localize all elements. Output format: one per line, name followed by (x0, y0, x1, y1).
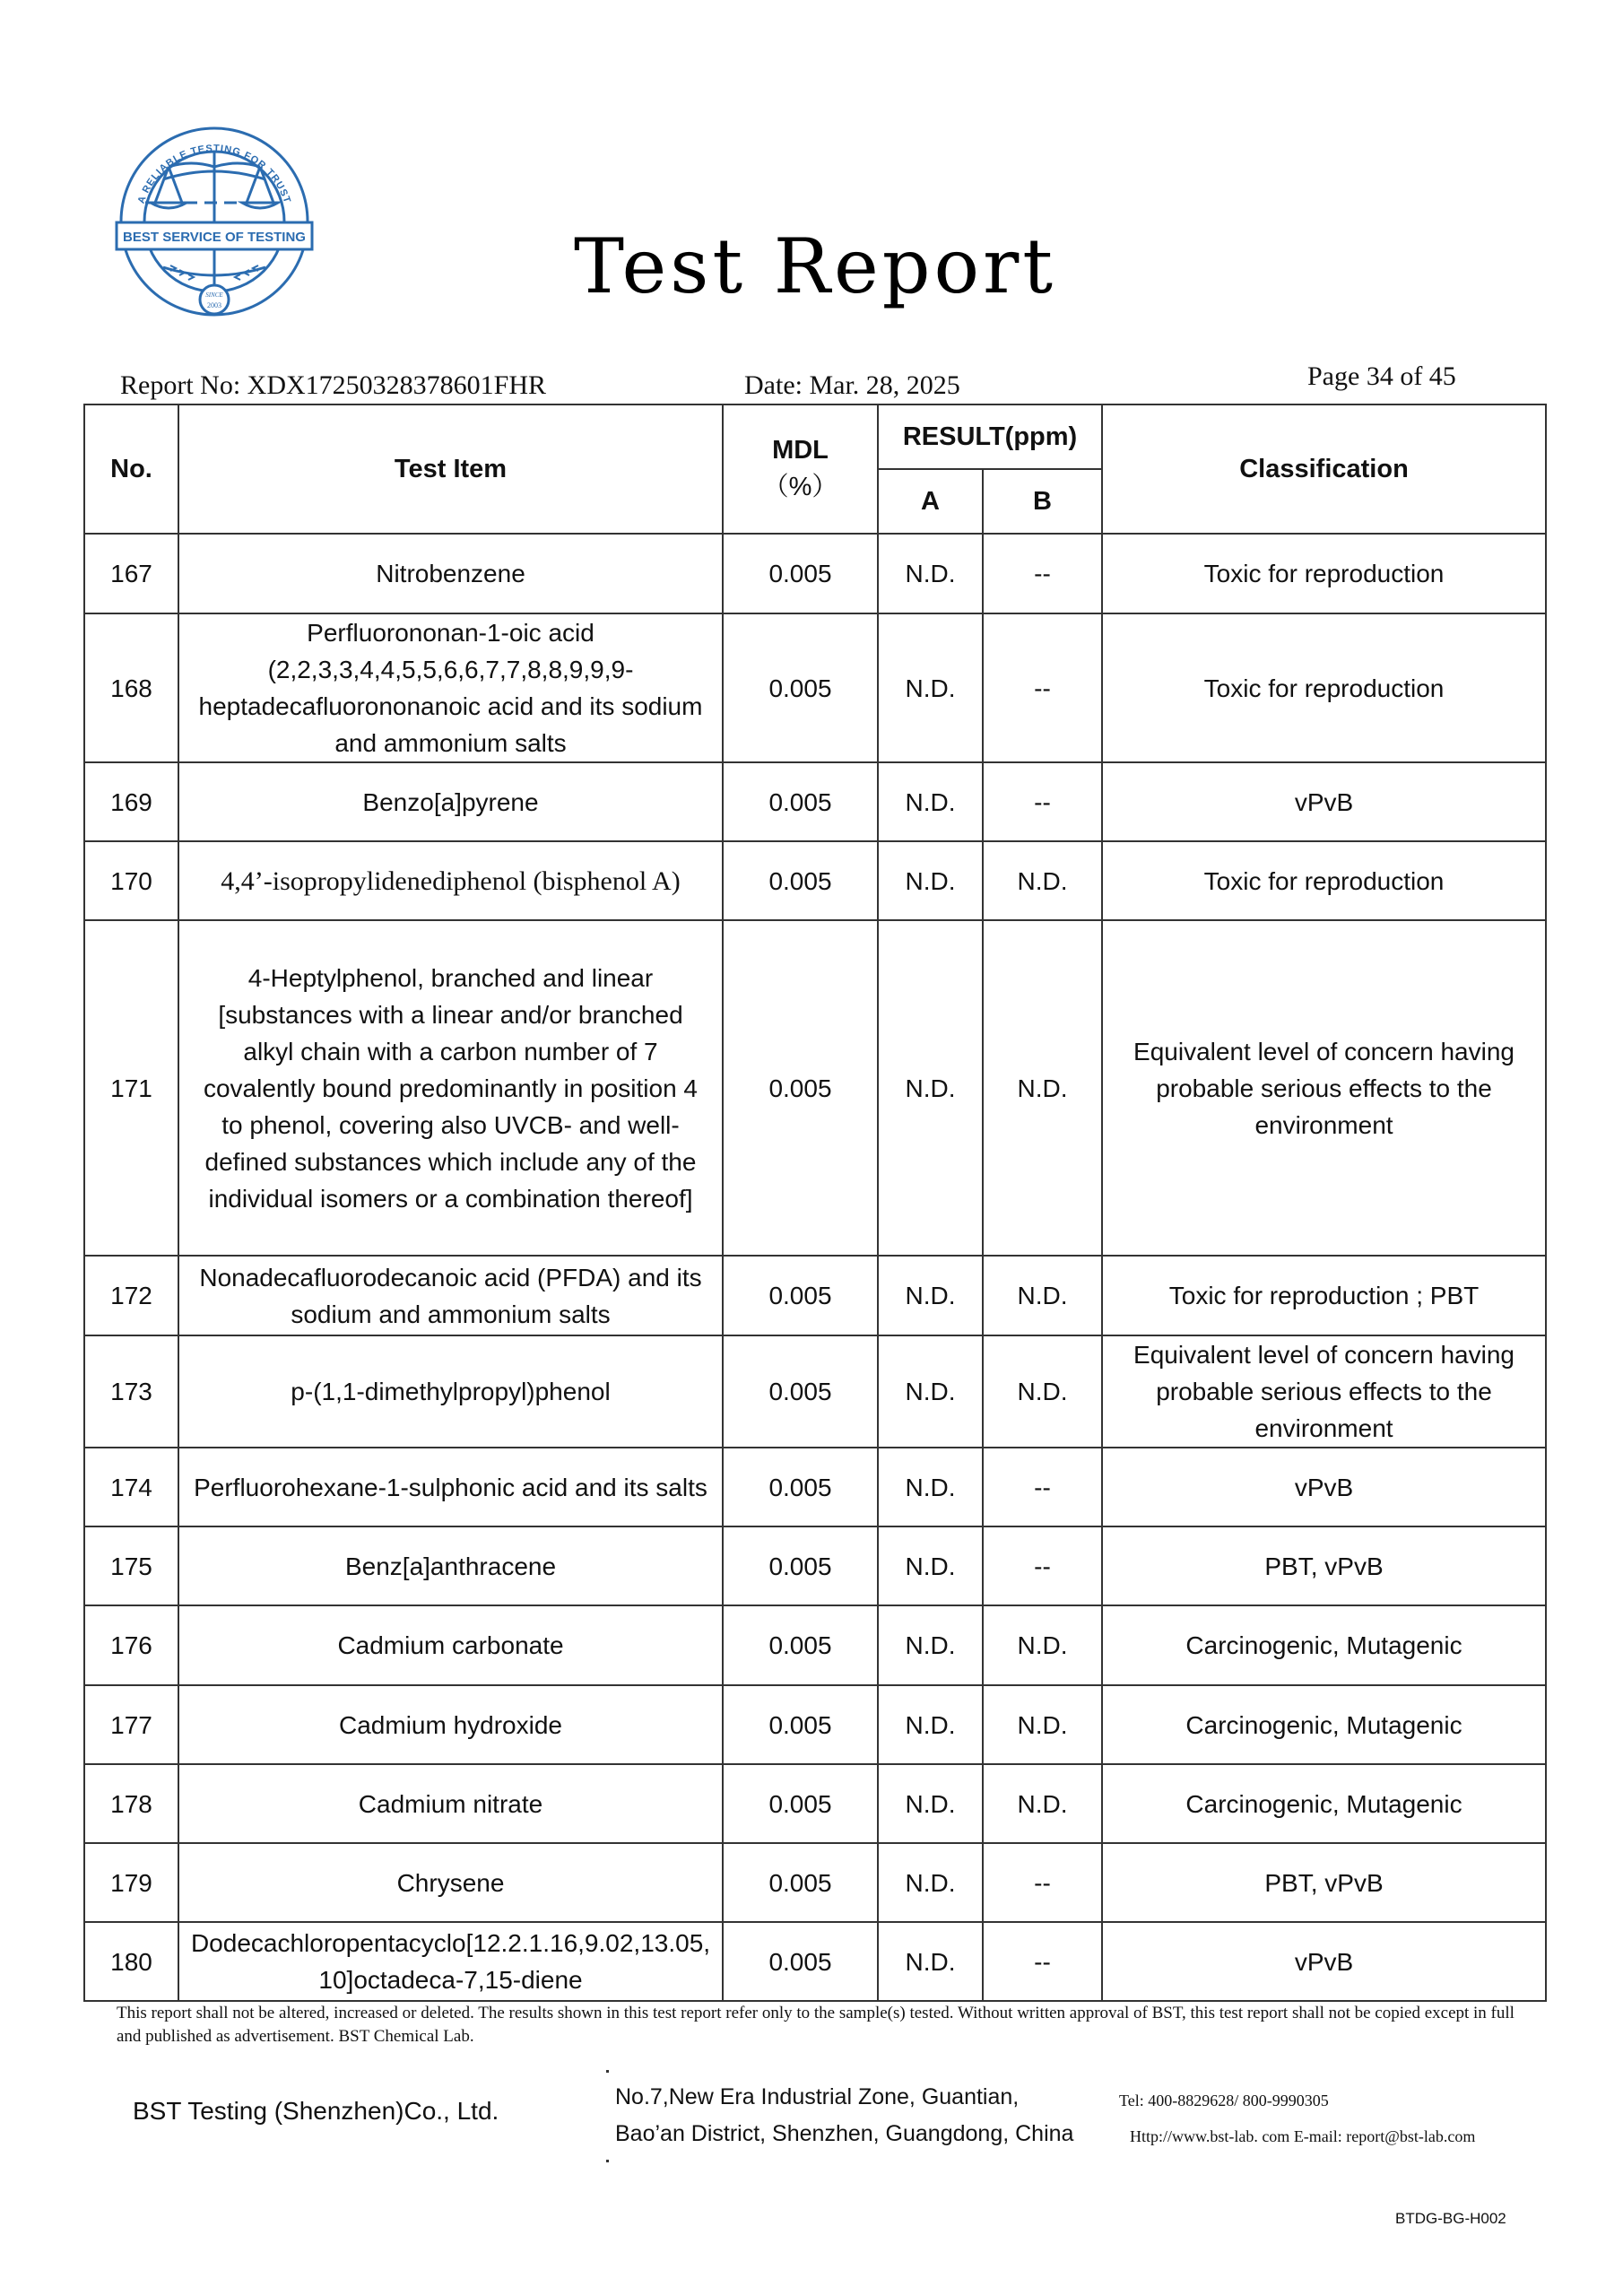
table-row (84, 613, 1546, 762)
cell-no: 171 (84, 920, 178, 1256)
divider-dot (606, 2070, 609, 2073)
cell-result-a: N.D. (878, 1335, 983, 1448)
cell-result-b: -- (983, 534, 1102, 613)
cell-item: Nonadecafluorodecanoic acid (PFDA) and its sodium and ammonium salts (178, 1256, 723, 1335)
cell-result-a: N.D. (878, 1764, 983, 1843)
table-row (84, 1685, 1546, 1764)
cell-item: Cadmium carbonate (178, 1605, 723, 1685)
table-row (84, 1448, 1546, 1526)
page-title: Test Report (574, 222, 1056, 310)
cell-result-a: N.D. (878, 613, 983, 762)
cell-item: Chrysene (178, 1843, 723, 1922)
header-result-b: B (983, 469, 1102, 534)
cell-mdl: 0.005 (723, 1843, 878, 1922)
telephone: Tel: 400-8829628/ 800-9990305 (1119, 2092, 1329, 2109)
cell-result-b: -- (983, 1922, 1102, 2001)
cell-result-a: N.D. (878, 534, 983, 613)
cell-mdl: 0.005 (723, 1922, 878, 2001)
svg-text:BEST SERVICE OF TESTING: BEST SERVICE OF TESTING (123, 230, 306, 245)
cell-classification: Equivalent level of concern having probable serious effects to the environment (1102, 1335, 1546, 1448)
cell-classification: Toxic for reproduction ; PBT (1102, 1256, 1546, 1335)
cell-classification: vPvB (1102, 762, 1546, 841)
table-row (84, 534, 1546, 613)
cell-result-a: N.D. (878, 1526, 983, 1605)
cell-result-a: N.D. (878, 1605, 983, 1685)
table-row (84, 1764, 1546, 1843)
cell-classification: PBT, vPvB (1102, 1526, 1546, 1605)
table-row (84, 1922, 1546, 2001)
cell-mdl: 0.005 (723, 1335, 878, 1448)
report-number: Report No: XDX17250328378601FHR (120, 370, 547, 400)
cell-mdl: 0.005 (723, 1764, 878, 1843)
cell-mdl: 0.005 (723, 1526, 878, 1605)
cell-no: 173 (84, 1335, 178, 1448)
cell-mdl: 0.005 (723, 920, 878, 1256)
cell-item: Cadmium hydroxide (178, 1685, 723, 1764)
svg-text:A RELIABLE TESTING FOR TRUST: A RELIABLE TESTING FOR TRUST (135, 143, 293, 205)
page-number: Page 34 of 45 (1307, 361, 1456, 391)
bst-logo-icon (115, 124, 314, 319)
report-date: Date: Mar. 28, 2025 (744, 370, 960, 400)
cell-result-b: N.D. (983, 1256, 1102, 1335)
cell-result-b: N.D. (983, 841, 1102, 920)
cell-classification: Toxic for reproduction (1102, 613, 1546, 762)
cell-classification: Carcinogenic, Mutagenic (1102, 1764, 1546, 1843)
cell-mdl: 0.005 (723, 1605, 878, 1685)
cell-item: Perfluorohexane-1-sulphonic acid and its salts (178, 1448, 723, 1526)
cell-no: 180 (84, 1922, 178, 2001)
table-row (84, 920, 1546, 1256)
cell-item: Perfluorononan-1-oic acid (2,2,3,3,4,4,5,5,6,6,7,7,8,8,9,9,9-heptadecafluorononanoic acid and its sodium and ammonium salts (178, 613, 723, 762)
cell-result-a: N.D. (878, 1922, 983, 2001)
header-classification: Classification (1102, 404, 1546, 534)
test-results-table (83, 404, 1547, 2002)
cell-no: 176 (84, 1605, 178, 1685)
cell-classification: Toxic for reproduction (1102, 534, 1546, 613)
cell-no: 168 (84, 613, 178, 762)
cell-result-a: N.D. (878, 1256, 983, 1335)
cell-item: Cadmium nitrate (178, 1764, 723, 1843)
header-test-item: Test Item (178, 404, 723, 534)
cell-mdl: 0.005 (723, 841, 878, 920)
cell-no: 175 (84, 1526, 178, 1605)
cell-no: 170 (84, 841, 178, 920)
cell-classification: vPvB (1102, 1448, 1546, 1526)
cell-classification: Toxic for reproduction (1102, 841, 1546, 920)
table-row (84, 762, 1546, 841)
document-id: BTDG-BG-H002 (1395, 2210, 1506, 2227)
cell-mdl: 0.005 (723, 613, 878, 762)
header-result-a: A (878, 469, 983, 534)
cell-classification: Carcinogenic, Mutagenic (1102, 1605, 1546, 1685)
cell-no: 179 (84, 1843, 178, 1922)
cell-no: 178 (84, 1764, 178, 1843)
cell-item: p-(1,1-dimethylpropyl)phenol (178, 1335, 723, 1448)
cell-no: 169 (84, 762, 178, 841)
cell-mdl: 0.005 (723, 1685, 878, 1764)
svg-text:SINCE: SINCE (205, 291, 223, 299)
cell-classification: PBT, vPvB (1102, 1843, 1546, 1922)
table-row (84, 1256, 1546, 1335)
cell-result-b: N.D. (983, 1764, 1102, 1843)
cell-result-a: N.D. (878, 1843, 983, 1922)
cell-result-b: -- (983, 1843, 1102, 1922)
cell-result-b: N.D. (983, 1605, 1102, 1685)
cell-classification: Carcinogenic, Mutagenic (1102, 1685, 1546, 1764)
cell-result-a: N.D. (878, 841, 983, 920)
cell-result-b: -- (983, 762, 1102, 841)
cell-result-a: N.D. (878, 920, 983, 1256)
cell-item: Dodecachloropentacyclo[12.2.1.16,9.02,13.05,10]octadeca-7,15-diene (178, 1922, 723, 2001)
cell-result-a: N.D. (878, 1685, 983, 1764)
cell-result-b: N.D. (983, 920, 1102, 1256)
cell-mdl: 0.005 (723, 1256, 878, 1335)
cell-no: 174 (84, 1448, 178, 1526)
cell-result-a: N.D. (878, 762, 983, 841)
company-address (615, 2079, 1073, 2152)
cell-item: Benzo[a]pyrene (178, 762, 723, 841)
disclaimer-text: This report shall not be altered, increased or deleted. The results shown in this test report refer only to the sample(s) tested. Without written approval of BST, this test report shall not be copied except in full and published as advertisement. BST Chemical Lab. (117, 2004, 1515, 2046)
cell-item: Benz[a]anthracene (178, 1526, 723, 1605)
cell-classification: Equivalent level of concern having probable serious effects to the environment (1102, 920, 1546, 1256)
table-row (84, 841, 1546, 920)
cell-result-a: N.D. (878, 1448, 983, 1526)
cell-no: 177 (84, 1685, 178, 1764)
cell-item: 4-Heptylphenol, branched and linear [substances with a linear and/or branched alkyl chain with a carbon number of 7 covalently bound predominantly in position 4 to phenol, covering also UVCB- and well-defined substances which include any of the individual isomers or a combination thereof] (178, 920, 723, 1256)
table-row (84, 1843, 1546, 1922)
table-row (84, 1605, 1546, 1685)
divider-dot (606, 2160, 609, 2162)
cell-result-b: -- (983, 613, 1102, 762)
cell-result-b: -- (983, 1526, 1102, 1605)
cell-result-b: N.D. (983, 1335, 1102, 1448)
address-line-1: No.7,New Era Industrial Zone, Guantian, (615, 2084, 1020, 2109)
website-email: Http://www.bst-lab. com E-mail: report@bst-lab.com (1130, 2127, 1476, 2145)
cell-mdl: 0.005 (723, 1448, 878, 1526)
header-result: RESULT(ppm) (878, 404, 1102, 469)
address-line-2: Bao’an District, Shenzhen, Guangdong, China (615, 2121, 1074, 2146)
cell-item: 4,4’-isopropylidenediphenol (bisphenol A) (178, 841, 723, 920)
company-name: BST Testing (Shenzhen)Co., Ltd. (133, 2097, 499, 2125)
table-row (84, 1335, 1546, 1448)
cell-no: 167 (84, 534, 178, 613)
cell-result-b: -- (983, 1448, 1102, 1526)
cell-result-b: N.D. (983, 1685, 1102, 1764)
table-row (84, 1526, 1546, 1605)
cell-mdl: 0.005 (723, 762, 878, 841)
cell-classification: vPvB (1102, 1922, 1546, 2001)
header-mdl: MDL （%） (723, 404, 878, 534)
header-no: No. (84, 404, 178, 534)
company-contact (1119, 2083, 1475, 2154)
cell-mdl: 0.005 (723, 534, 878, 613)
svg-text:2003: 2003 (207, 301, 221, 309)
cell-item: Nitrobenzene (178, 534, 723, 613)
cell-no: 172 (84, 1256, 178, 1335)
